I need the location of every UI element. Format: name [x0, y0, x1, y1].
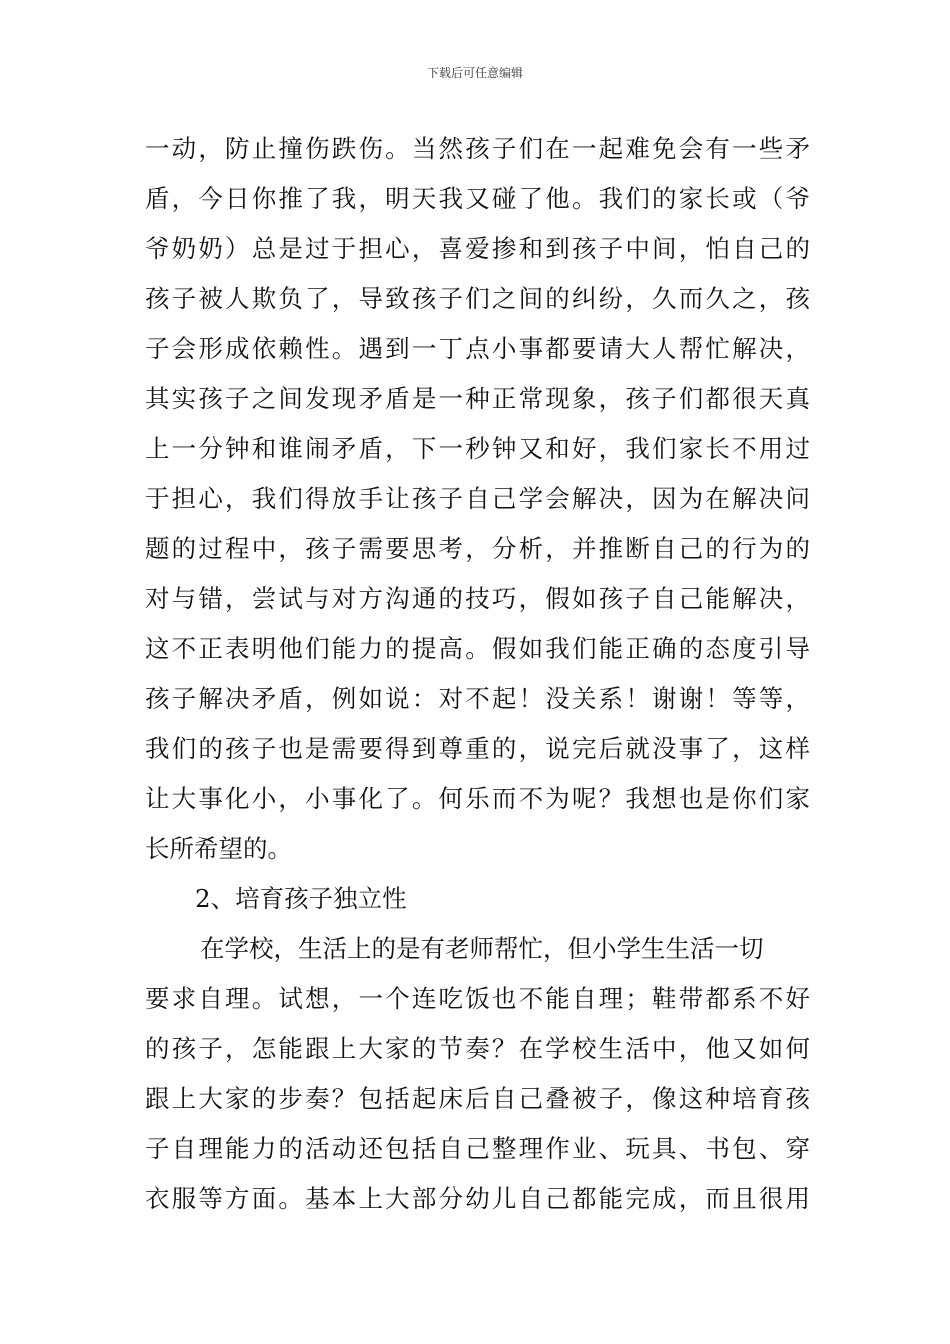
- text-line: 衣服等方面。基本上大部分幼儿自己都能完成，而且很用: [145, 1184, 810, 1213]
- text-line: 的孩子，怎能跟上大家的节奏？在学校生活中，他又如何: [145, 1034, 810, 1063]
- text-line: 盾，今日你推了我，明天我又碰了他。我们的家长或（爷: [145, 184, 810, 213]
- text-line: 其实孩子之间发现矛盾是一种正常现象，孩子们都很天真: [145, 384, 810, 413]
- text-line: 这不正表明他们能力的提高。假如我们能正确的态度引导: [145, 634, 810, 663]
- text-line: 长所希望的。: [145, 834, 292, 863]
- text-line: 孩子解决矛盾，例如说：对不起！没关系！谢谢！等等，: [145, 684, 810, 713]
- text-line: 跟上大家的步奏？包括起床后自己叠被子，像这种培育孩: [145, 1084, 810, 1113]
- text-line: 子会形成依赖性。遇到一丁点小事都要请大人帮忙解决，: [145, 334, 810, 363]
- text-line: 要求自理。试想，一个连吃饭也不能自理；鞋带都系不好: [145, 984, 810, 1013]
- body-text: [145, 124, 810, 1224]
- text-line: 子自理能力的活动还包括自己整理作业、玩具、书包、穿: [145, 1134, 810, 1163]
- page-header: 下载后可任意编辑: [426, 66, 523, 80]
- text-line: 上一分钟和谁闹矛盾，下一秒钟又和好，我们家长不用过: [145, 434, 810, 463]
- text-line: 我们的孩子也是需要得到尊重的，说完后就没事了，这样: [145, 734, 810, 763]
- text-line: 对与错，尝试与对方沟通的技巧，假如孩子自己能解决，: [145, 584, 810, 613]
- text-line: 于担心，我们得放手让孩子自己学会解决，因为在解决问: [145, 484, 810, 513]
- text-line: 孩子被人欺负了，导致孩子们之间的纠纷，久而久之，孩: [145, 284, 810, 313]
- text-line: 在学校，生活上的是有老师帮忙，但小学生生活一切: [200, 934, 764, 963]
- text-line: 让大事化小，小事化了。何乐而不为呢？我想也是你们家: [145, 784, 810, 813]
- text-line: 一动，防止撞伤跌伤。当然孩子们在一起难免会有一些矛: [145, 134, 810, 163]
- text-line: 题的过程中，孩子需要思考，分析，并推断自己的行为的: [145, 534, 810, 563]
- section-heading: 2、培育孩子独立性: [195, 884, 407, 913]
- text-line: 爷奶奶）总是过于担心，喜爱掺和到孩子中间，怕自己的: [145, 234, 810, 263]
